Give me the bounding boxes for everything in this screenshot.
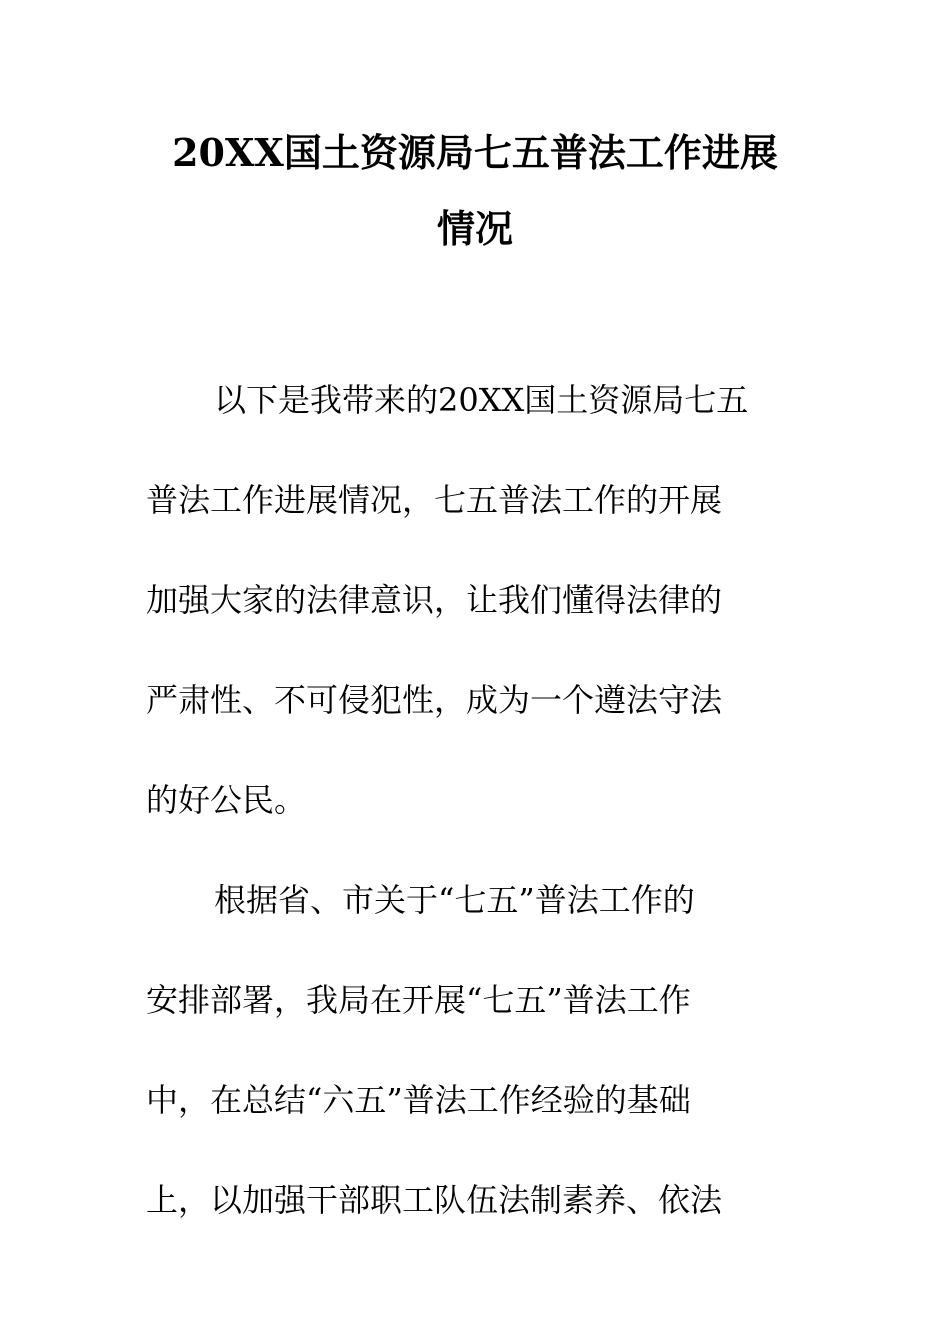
paragraph-2-line-3: 中，在总结“六五”普法工作经验的基础 <box>146 1081 691 1119</box>
paragraph-1-line-3: 加强大家的法律意识，让我们懂得法律的 <box>146 581 723 619</box>
paragraph-1-line-1: 以下是我带来的20XX国土资源局七五 <box>214 381 749 419</box>
paragraph-1-line-4: 严肃性、不可侵犯性，成为一个遵法守法 <box>146 681 723 719</box>
title-line-1: 20XX国土资源局七五普法工作进展 <box>172 130 778 175</box>
paragraph-2-line-2: 安排部署，我局在开展“七五”普法工作 <box>146 981 691 1019</box>
paragraph-1-line-5: 的好公民。 <box>146 781 307 819</box>
paragraph-2-line-1: 根据省、市关于“七五”普法工作的 <box>214 881 695 919</box>
paragraph-1-line-2: 普法工作进展情况，七五普法工作的开展 <box>146 481 723 519</box>
title-line-2: 情况 <box>436 206 513 251</box>
document-title <box>145 115 805 267</box>
paragraph-2-line-4: 上，以加强干部职工队伍法制素养、依法 <box>146 1181 723 1219</box>
